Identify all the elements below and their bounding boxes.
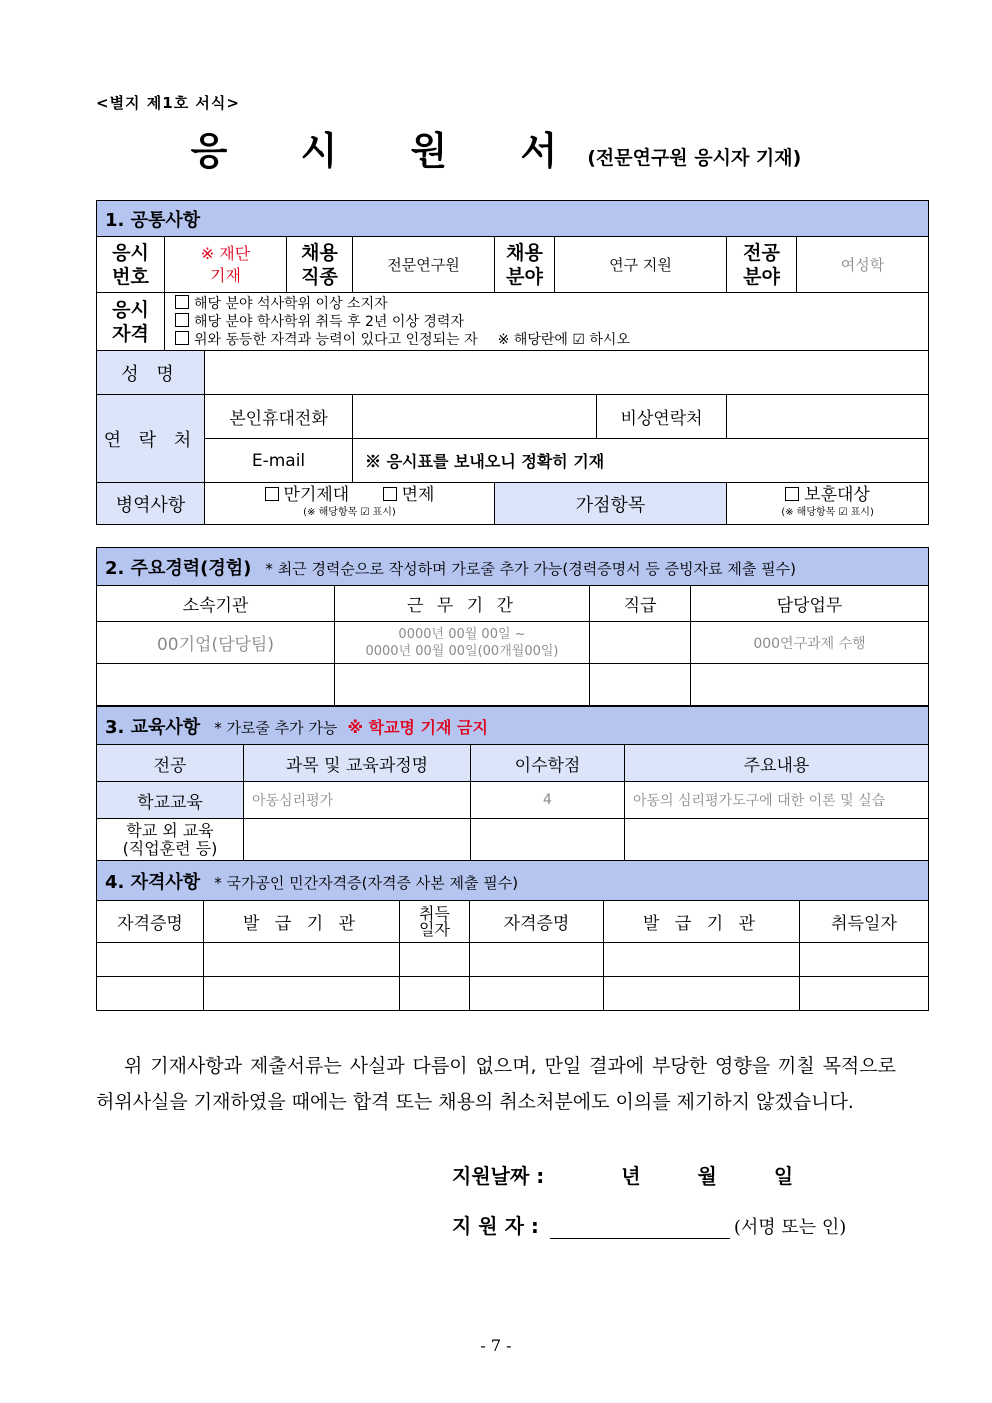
bonus-note: (※ 해당항목 ☑ 표시) xyxy=(781,506,874,518)
section3-title: 3. 교육사항 xyxy=(105,716,201,738)
page-title xyxy=(0,120,992,175)
bonus-opt[interactable]: 보훈대상 xyxy=(731,486,924,504)
job-type-label: 채용 직종 xyxy=(287,237,353,293)
cert-cell[interactable] xyxy=(604,943,800,977)
edu-cell[interactable] xyxy=(244,819,471,861)
mobile-label: 본인휴대전화 xyxy=(205,395,353,439)
day-label: 일 xyxy=(773,1164,794,1188)
qualification-options xyxy=(165,293,929,351)
bonus-label: 가점항목 xyxy=(495,483,727,525)
qualification-label: 응시 자격 xyxy=(97,293,165,351)
qualification-note: ※ 해당란에 ☑ 하시오 xyxy=(497,331,630,348)
section3-warning: ※ 학교명 기재 금지 xyxy=(347,717,488,737)
qualification-option[interactable]: 해당 분야 석사학위 이상 소지자 xyxy=(175,295,924,313)
example-rank[interactable] xyxy=(590,622,691,664)
col-content: 주요내용 xyxy=(625,745,929,782)
title-main: 응 시 원 서 xyxy=(190,129,588,173)
bonus-options xyxy=(727,483,929,525)
emergency-field[interactable] xyxy=(727,395,929,439)
col-date-2: 취득일자 xyxy=(800,901,929,943)
career-cell[interactable] xyxy=(97,664,335,706)
cert-cell[interactable] xyxy=(204,943,400,977)
school-edu-content[interactable]: 아동의 심리평가도구에 대한 이론 및 실습 xyxy=(625,782,929,819)
checkbox-icon[interactable] xyxy=(383,487,397,501)
career-cell[interactable] xyxy=(335,664,590,706)
military-options xyxy=(205,483,495,525)
sign-note: (서명 또는 인) xyxy=(733,1217,847,1238)
section4-table xyxy=(96,860,929,1011)
applicant-label: 지 원 자 : xyxy=(452,1214,539,1238)
checkbox-icon[interactable] xyxy=(175,331,189,345)
mobile-field[interactable] xyxy=(353,395,597,439)
section3-note: * 가로줄 추가 가능 xyxy=(214,718,338,737)
col-course: 과목 및 교육과정명 xyxy=(244,745,471,782)
school-edu-label: 학교교육 xyxy=(97,782,244,819)
section2-note: * 최근 경력순으로 작성하며 가로줄 추가 가능(경력증명서 등 증빙자료 제출 필수) xyxy=(265,559,796,578)
col-rank: 직급 xyxy=(590,586,691,622)
career-cell[interactable] xyxy=(590,664,691,706)
date-row xyxy=(452,1160,793,1189)
email-label: E-mail xyxy=(205,439,353,483)
non-school-edu-label: 학교 외 교육 (직업훈련 등) xyxy=(97,819,244,861)
school-edu-course[interactable]: 아동심리평가 xyxy=(244,782,471,819)
field-label: 채용 분야 xyxy=(495,237,555,293)
checkbox-icon[interactable] xyxy=(175,313,189,327)
name-field[interactable] xyxy=(205,351,929,395)
example-org[interactable]: 00기업(담당팀) xyxy=(97,622,335,664)
signature-line[interactable] xyxy=(550,1216,730,1239)
year-label: 년 xyxy=(621,1164,641,1188)
checkbox-icon[interactable] xyxy=(265,487,279,501)
date-label: 지원날짜 : xyxy=(452,1164,545,1188)
major-label: 전공 분야 xyxy=(727,237,797,293)
applicant-row xyxy=(452,1210,846,1239)
cert-cell[interactable] xyxy=(400,943,470,977)
section1-table xyxy=(96,200,929,525)
col-period: 근 무 기 간 xyxy=(335,586,590,622)
field-value[interactable]: 연구 지원 xyxy=(555,237,727,293)
declaration-text: 위 기재사항과 제출서류는 사실과 다름이 없으며, 만일 결과에 부당한 영향을 끼칠 목적으로 허위사실을 기재하였을 때에는 합격 또는 채용의 취소처분에도 이의를 제기하지 않겠습니다. xyxy=(96,1055,896,1113)
military-opt1[interactable]: 만기제대 xyxy=(265,485,350,505)
col-cert-name-2: 자격증명 xyxy=(470,901,604,943)
section4-header xyxy=(97,861,929,901)
exam-no-label: 응시 번호 xyxy=(97,237,165,293)
qualification-option[interactable]: 위와 동등한 자격과 능력이 있다고 인정되는 자 ※ 해당란에 ☑ 하시오 xyxy=(175,331,924,349)
col-major: 전공 xyxy=(97,745,244,782)
military-label: 병역사항 xyxy=(97,483,205,525)
month-label: 월 xyxy=(697,1164,717,1188)
col-duty: 담당업무 xyxy=(691,586,929,622)
col-org: 소속기관 xyxy=(97,586,335,622)
checkbox-icon[interactable] xyxy=(175,295,189,309)
section1-title: 1. 공통사항 xyxy=(97,201,929,237)
section3-table xyxy=(96,706,929,861)
cert-cell[interactable] xyxy=(400,977,470,1011)
col-issuer-2: 발 급 기 관 xyxy=(604,901,800,943)
page-number: - 7 - xyxy=(480,1336,512,1355)
cert-cell[interactable] xyxy=(97,943,204,977)
checkbox-icon[interactable] xyxy=(785,487,799,501)
name-label: 성 명 xyxy=(97,351,205,395)
form-number: <별지 제1호 서식> xyxy=(96,94,240,112)
cert-cell[interactable] xyxy=(204,977,400,1011)
section2-header xyxy=(97,548,929,586)
major-value[interactable]: 여성학 xyxy=(797,237,929,293)
cert-cell[interactable] xyxy=(97,977,204,1011)
cert-cell[interactable] xyxy=(604,977,800,1011)
career-cell[interactable] xyxy=(691,664,929,706)
email-field[interactable] xyxy=(353,439,929,483)
example-duty[interactable]: 000연구과제 수행 xyxy=(691,622,929,664)
col-credit: 이수학점 xyxy=(471,745,625,782)
edu-cell[interactable] xyxy=(625,819,929,861)
section3-header xyxy=(97,707,929,745)
section4-note: * 국가공인 민간자격증(자격증 사본 제출 필수) xyxy=(214,873,519,892)
military-opt2[interactable]: 면제 xyxy=(383,485,435,505)
col-issuer: 발 급 기 관 xyxy=(204,901,400,943)
cert-cell[interactable] xyxy=(470,943,604,977)
section2-title: 2. 주요경력(경험) xyxy=(105,557,252,579)
exam-no-value: ※ 재단 기재 xyxy=(165,237,287,293)
school-edu-credit[interactable]: 4 xyxy=(471,782,625,819)
title-sub: (전문연구원 응시자 기재) xyxy=(587,147,802,169)
col-cert-name: 자격증명 xyxy=(97,901,204,943)
example-period[interactable]: 0000년 00월 00일 ~ 0000년 00월 00일(00개월00일) xyxy=(335,622,590,664)
job-type-value[interactable]: 전문연구원 xyxy=(353,237,495,293)
cert-cell[interactable] xyxy=(470,977,604,1011)
contact-label: 연 락 처 xyxy=(97,395,205,483)
section4-title: 4. 자격사항 xyxy=(105,871,201,893)
military-note: (※ 해당항목 ☑ 표시) xyxy=(303,506,396,518)
qualification-option[interactable]: 해당 분야 학사학위 취득 후 2년 이상 경력자 xyxy=(175,313,924,331)
cert-cell[interactable] xyxy=(800,943,929,977)
col-date: 취득 일자 xyxy=(400,901,470,943)
edu-cell[interactable] xyxy=(471,819,625,861)
email-note: ※ 응시표를 보내오니 정확히 기재 xyxy=(365,452,605,471)
section2-table xyxy=(96,547,929,706)
cert-cell[interactable] xyxy=(800,977,929,1011)
emergency-label: 비상연락처 xyxy=(597,395,727,439)
